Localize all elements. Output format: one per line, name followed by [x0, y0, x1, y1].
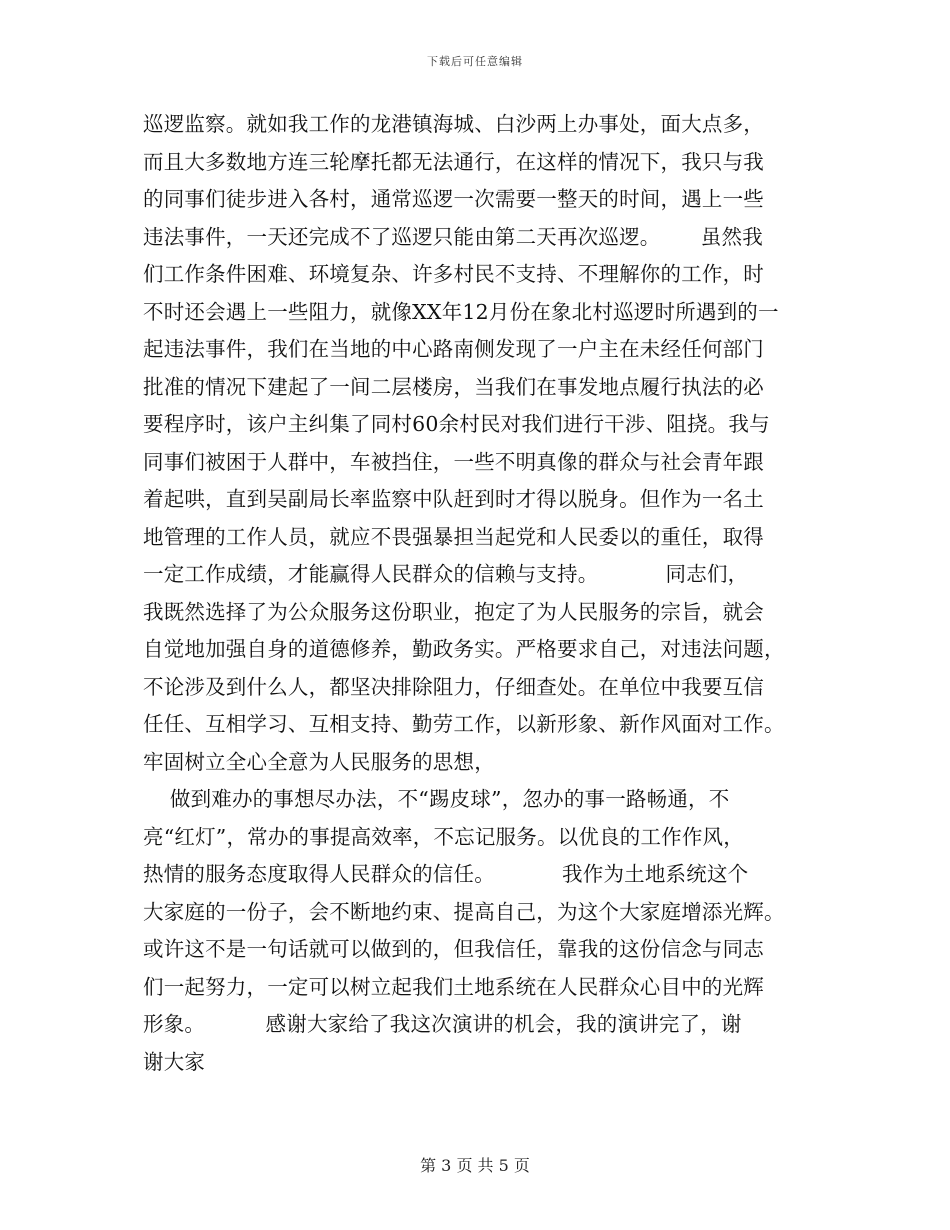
text-line: 任任、互相学习、互相支持、勤劳工作，以新形象、新作风面对工作。	[143, 712, 785, 736]
text-line: 不论涉及到什么人，都坚决排除阻力，仔细查处。在单位中我要互信	[143, 674, 764, 699]
text-line: 起违法事件，我们在当地的中心路南侧发现了一户主在未经任何部门	[143, 337, 764, 361]
text-line: 牢固树立全心全意为人民服务的思想，	[143, 749, 495, 774]
text-line: 热情的服务态度取得人民群众的信任。 我作为土地系统这个	[143, 862, 749, 886]
text-line: 的同事们徒步进入各村，通常巡逻一次需要一整天的时间，遇上一些	[143, 187, 764, 211]
text-line: 我既然选择了为公众服务这份职业，抱定了为人民服务的宗旨，就会	[143, 599, 764, 624]
page-header: 下载后可任意编辑	[427, 55, 523, 68]
text-line: 做到难办的事想尽办法，不“踢皮球”，忽办的事一路畅通，不	[143, 787, 730, 811]
text-line: 地管理的工作人员，就应不畏强暴担当起党和人民委以的重任，取得	[143, 524, 764, 549]
text-line: 违法事件，一天还完成不了巡逻只能由第二天再次巡逻。 虽然我	[143, 224, 763, 249]
text-line: 们工作条件困难、环境复杂、许多村民不支持、不理解你的工作，时	[143, 262, 764, 286]
text-line: 谢大家	[143, 1049, 206, 1074]
text-line: 自觉地加强自身的道德修养，勤政务实。严格要求自己，对违法问题，	[143, 637, 785, 661]
text-line: 或许这不是一句话就可以做到的，但我信任，靠我的这份信念与同志	[143, 937, 764, 961]
text-line: 巡逻监察。就如我工作的龙港镇海城、白沙两上办事处，面大点多，	[143, 112, 764, 136]
text-line: 们一起努力，一定可以树立起我们土地系统在人民群众心目中的光辉	[143, 974, 764, 999]
text-line: 同事们被困于人群中，车被挡住，一些不明真像的群众与社会青年跟	[143, 449, 764, 474]
text-line: 要程序时，该户主纠集了同村60余村民对我们进行干涉、阻挠。我与	[143, 412, 770, 436]
text-line: 批准的情况下建起了一间二层楼房，当我们在事发地点履行执法的必	[143, 374, 764, 399]
text-line: 一定工作成绩，才能赢得人民群众的信赖与支持。 同志们，	[143, 562, 749, 586]
page-number-footer: 第 3 页 共 5 页	[420, 1156, 530, 1175]
text-line: 而且大多数地方连三轮摩托都无法通行，在这样的情况下，我只与我	[143, 149, 764, 174]
text-line: 形象。 感谢大家给了我这次演讲的机会，我的演讲完了，谢	[143, 1012, 742, 1036]
text-line: 着起哄，直到吴副局长率监察中队赶到时才得以脱身。但作为一名土	[143, 487, 764, 511]
document-body	[143, 106, 813, 1081]
text-line: 不时还会遇上一些阻力，就像XX年12月份在象北村巡逻时所遇到的一	[143, 299, 779, 324]
text-line: 大家庭的一份子，会不断地约束、提高自己，为这个大家庭增添光辉。	[143, 899, 785, 924]
text-line: 亮“红灯”，常办的事提高效率，不忘记服务。以优良的工作作风，	[143, 824, 744, 849]
